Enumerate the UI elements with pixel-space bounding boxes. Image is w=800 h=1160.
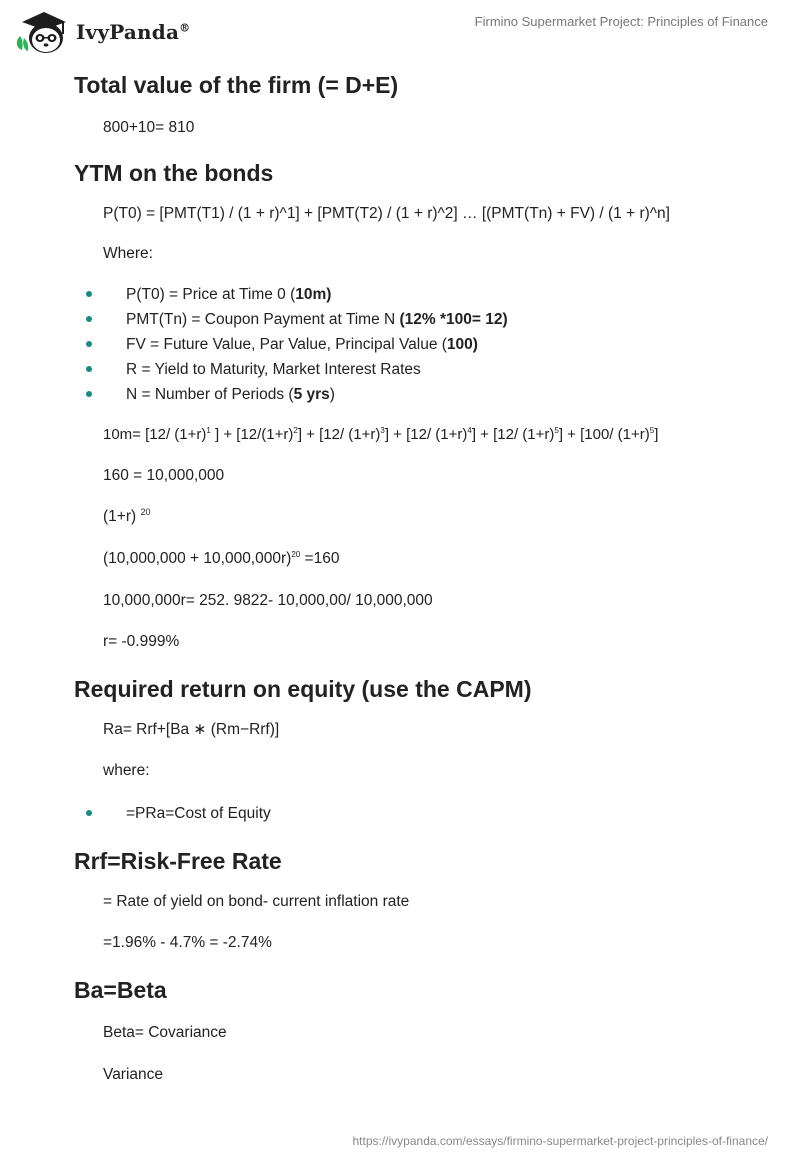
- list-item: PMT(Tn) = Coupon Payment at Time N (12% *100= 12): [0, 307, 764, 332]
- ytm-line-1: 160 = 10,000,000: [103, 467, 225, 484]
- list-item: N = Number of Periods (5 yrs): [0, 382, 764, 407]
- heading-capm: Required return on equity (use the CAPM): [74, 676, 532, 702]
- source-url-link[interactable]: https://ivypanda.com/essays/firmino-supermarket-project-principles-of-finance/: [352, 1134, 768, 1148]
- document-body: [74, 70, 764, 1085]
- heading-beta: Ba=Beta: [74, 977, 167, 1003]
- capm-list: [74, 801, 764, 826]
- rrf-line-2: =1.96% - 4.7% = -2.74%: [103, 934, 272, 951]
- total-value-line: 800+10= 810: [103, 119, 195, 136]
- ytm-where: Where:: [103, 245, 153, 262]
- bullet-dot: [86, 366, 92, 372]
- bullet-dot: [86, 391, 92, 397]
- page-header: [0, 0, 800, 60]
- heading-ytm: YTM on the bonds: [74, 160, 274, 186]
- ytm-line-5: r= -0.999%: [103, 633, 180, 650]
- rrf-line-1: = Rate of yield on bond- current inflation rate: [103, 893, 410, 910]
- bullet-dot: [86, 291, 92, 297]
- ytm-variable-list: [0, 282, 764, 407]
- beta-line-2: Variance: [103, 1066, 164, 1083]
- heading-total-value: Total value of the firm (= D+E): [74, 72, 399, 98]
- ytm-expanded-equation: 10m= [12/ $(1+r)^1$ ] + $[12/(1+r)^2] + [12/$ $(1+r)^3] + [12/$ $(1+r)^4] + [12/$ $(1+r)^5] + [100/$ $(1+r)^5$]: [103, 426, 659, 443]
- heading-rrf: Rrf=Risk-Free Rate: [74, 848, 282, 874]
- bullet-dot: [86, 810, 92, 816]
- list-item: P(T0) = Price at Time 0 (10m): [0, 282, 764, 307]
- list-item: FV = Future Value, Par Value, Principal Value (100): [0, 332, 764, 357]
- panda-graduate-icon: [14, 8, 74, 56]
- document-title: Firmino Supermarket Project: Principles of Finance: [474, 14, 768, 29]
- brand-name: IvyPanda®: [76, 20, 191, 44]
- bullet-dot: [86, 341, 92, 347]
- list-item: R = Yield to Maturity, Market Interest Rates: [0, 357, 764, 382]
- ytm-line-3: $(10,000,000 + 10,000,000r)^{20} =160$: [103, 549, 340, 567]
- beta-line-1: Beta= Covariance: [103, 1024, 227, 1041]
- ytm-line-4: 10,000,000r= 252. 9822- 10,000,00/ 10,000,000: [103, 592, 433, 609]
- ytm-formula: P(T0) = [PMT(T1) / (1 + r)^1] + [PMT(T2) / (1 + r)^2] … [(PMT(Tn) + FV) / (1 + r)^n]: [103, 205, 670, 222]
- list-item: =PRa=Cost of Equity: [0, 801, 764, 826]
- bullet-dot: [86, 316, 92, 322]
- capm-where: where:: [103, 762, 150, 779]
- ytm-line-2: (1+r) $^{20}$: [103, 506, 151, 525]
- ivypanda-logo[interactable]: [14, 8, 194, 56]
- capm-formula: Ra= Rrf+[Ba ∗ (Rm−Rrf)]: [103, 721, 280, 738]
